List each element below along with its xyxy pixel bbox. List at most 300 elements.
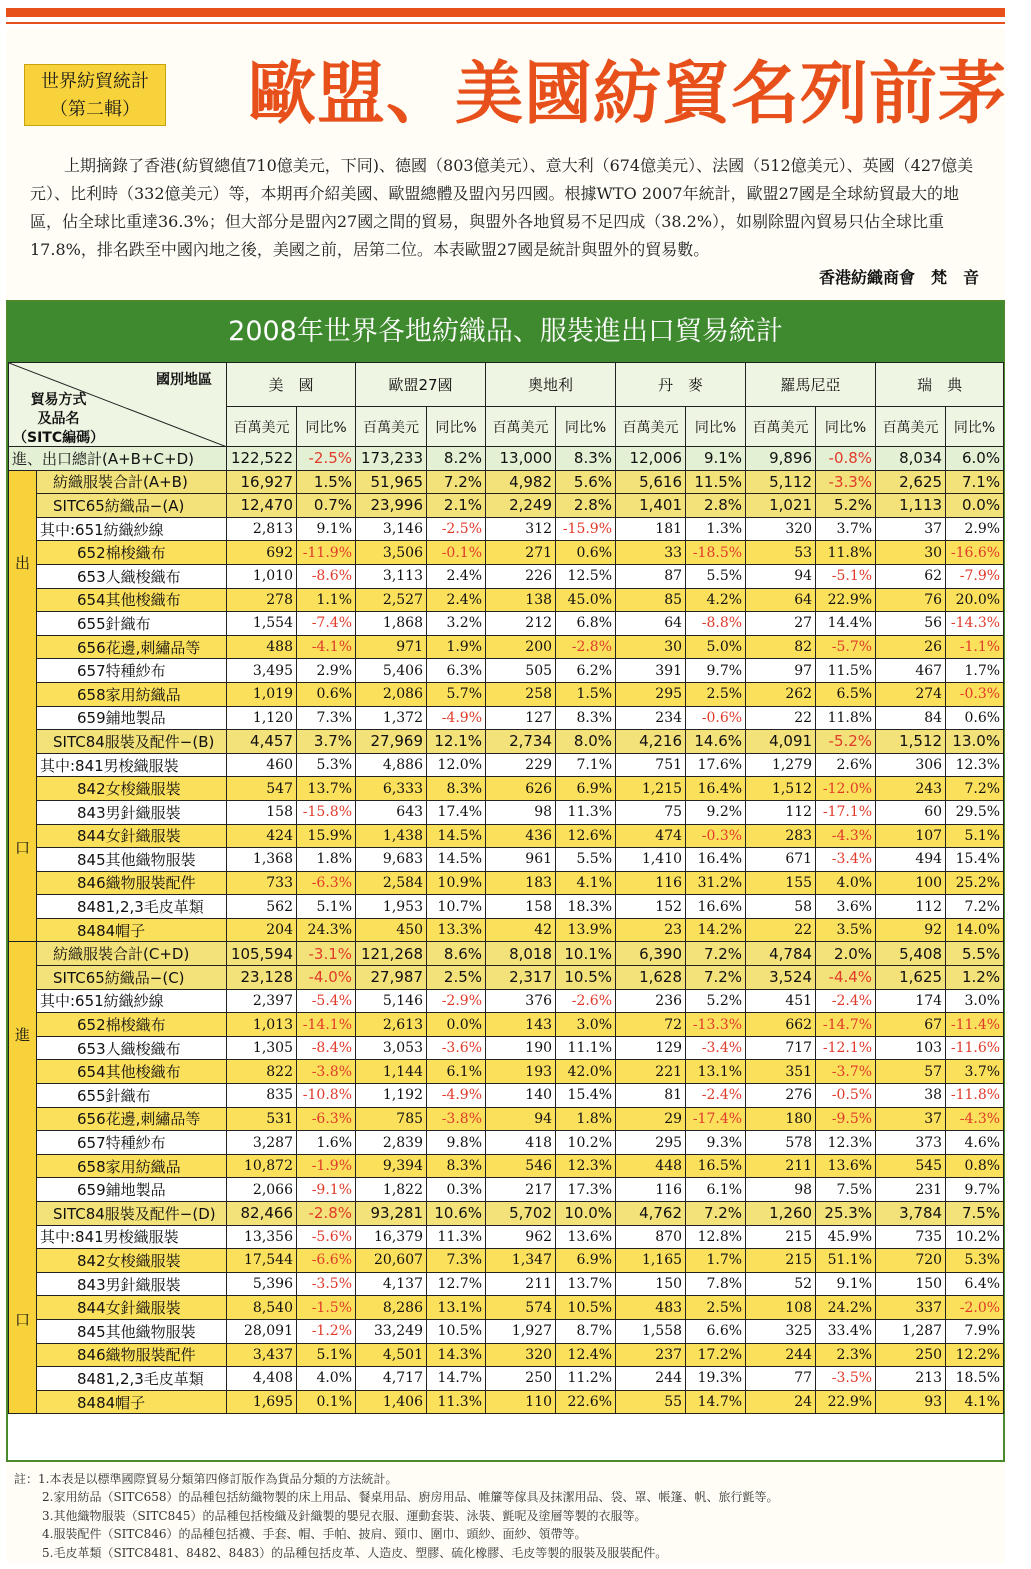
unit-header-change: 同比% <box>297 407 356 447</box>
change-cell: 8.6% <box>427 942 486 966</box>
value-cell: 376 <box>486 989 556 1013</box>
value-cell: 183 <box>486 871 556 895</box>
value-cell: 337 <box>876 1296 946 1320</box>
change-cell: 5.5% <box>946 942 1004 966</box>
change-cell: -12.1% <box>816 1036 876 1060</box>
value-cell: 12,006 <box>616 447 686 471</box>
value-cell: 92 <box>876 918 946 942</box>
value-cell: 488 <box>227 635 297 659</box>
value-cell: 37 <box>876 1107 946 1131</box>
change-cell: 10.1% <box>556 942 616 966</box>
change-cell: -2.4% <box>816 989 876 1013</box>
change-cell: 31.2% <box>686 871 746 895</box>
value-cell: 574 <box>486 1296 556 1320</box>
value-cell: 717 <box>746 1036 816 1060</box>
value-cell: 62 <box>876 564 946 588</box>
change-cell: 19.3% <box>686 1367 746 1391</box>
value-cell: 56 <box>876 612 946 636</box>
change-cell: -7.9% <box>946 564 1004 588</box>
change-cell: -2.4% <box>686 1084 746 1108</box>
value-cell: 391 <box>616 659 686 683</box>
change-cell: -0.6% <box>686 706 746 730</box>
change-cell: 8.3% <box>427 1154 486 1178</box>
value-cell: 2,734 <box>486 730 556 754</box>
change-cell: 9.3% <box>686 1131 746 1155</box>
change-cell: -9.1% <box>297 1178 356 1202</box>
value-cell: 229 <box>486 753 556 777</box>
value-cell: 5,112 <box>746 470 816 494</box>
change-cell: 51.1% <box>816 1249 876 1273</box>
value-cell: 129 <box>616 1036 686 1060</box>
value-cell: 116 <box>616 871 686 895</box>
value-cell: 1,305 <box>227 1036 297 1060</box>
value-cell: 271 <box>486 541 556 565</box>
value-cell: 4,457 <box>227 730 297 754</box>
value-cell: 27,969 <box>356 730 427 754</box>
change-cell: 8.3% <box>556 706 616 730</box>
change-cell: 11.8% <box>816 706 876 730</box>
value-cell: 150 <box>876 1272 946 1296</box>
footnote: 3.其他織物服裝（SITC845）的品種包括梭織及針織製的嬰兒衣服、運動套裝、泳裝、氈呢及塗層等製的衣服等。 <box>42 1508 647 1523</box>
change-cell: -2.5% <box>297 447 356 471</box>
value-cell: 2,317 <box>486 966 556 990</box>
change-cell: -4.0% <box>297 966 356 990</box>
change-cell: 2.4% <box>427 588 486 612</box>
value-cell: 4,717 <box>356 1367 427 1391</box>
page-title: 歐盟、美國紡貿名列前茅 <box>248 55 1008 134</box>
change-cell: 10.2% <box>946 1225 1004 1249</box>
value-cell: 250 <box>486 1367 556 1391</box>
change-cell: 14.4% <box>816 612 876 636</box>
value-cell: 84 <box>876 706 946 730</box>
value-cell: 3,784 <box>876 1202 946 1226</box>
row-label: 655針織布 <box>37 612 227 636</box>
value-cell: 1,120 <box>227 706 297 730</box>
change-cell: 22.9% <box>816 588 876 612</box>
change-cell: -2.8% <box>297 1202 356 1226</box>
unit-header-value: 百萬美元 <box>616 407 686 447</box>
value-cell: 33 <box>616 541 686 565</box>
value-cell: 4,501 <box>356 1343 427 1367</box>
value-cell: 1,406 <box>356 1390 427 1414</box>
change-cell: 0.8% <box>946 1154 1004 1178</box>
change-cell: -4.9% <box>427 1084 486 1108</box>
change-cell: 6.1% <box>686 1178 746 1202</box>
value-cell: 53 <box>746 541 816 565</box>
value-cell: 152 <box>616 895 686 919</box>
change-cell: 4.0% <box>297 1367 356 1391</box>
table-row <box>9 1154 1004 1178</box>
value-cell: 138 <box>486 588 556 612</box>
value-cell: 211 <box>746 1154 816 1178</box>
value-cell: 6,333 <box>356 777 427 801</box>
change-cell: 1.9% <box>427 635 486 659</box>
change-cell: 11.3% <box>427 1225 486 1249</box>
value-cell: 5,408 <box>876 942 946 966</box>
value-cell: 158 <box>486 895 556 919</box>
value-cell: 22 <box>746 918 816 942</box>
value-cell: 460 <box>227 753 297 777</box>
value-cell: 67 <box>876 1013 946 1037</box>
value-cell: 180 <box>746 1107 816 1131</box>
value-cell: 2,086 <box>356 682 427 706</box>
country-header-sweden: 瑞 典 <box>876 363 1004 407</box>
table-row <box>9 1296 1004 1320</box>
value-cell: 22 <box>746 706 816 730</box>
row-label: 653人織梭織布 <box>37 564 227 588</box>
row-label: SITC65紡織品−(A) <box>37 494 227 518</box>
value-cell: 1,113 <box>876 494 946 518</box>
value-cell: 12,470 <box>227 494 297 518</box>
table-row <box>9 1013 1004 1037</box>
value-cell: 231 <box>876 1178 946 1202</box>
change-cell: -15.9% <box>556 517 616 541</box>
change-cell: -3.8% <box>427 1107 486 1131</box>
value-cell: 110 <box>486 1390 556 1414</box>
change-cell: 13.1% <box>686 1060 746 1084</box>
value-cell: 451 <box>746 989 816 1013</box>
table-row <box>9 895 1004 919</box>
change-cell: 14.2% <box>686 918 746 942</box>
change-cell: 12.6% <box>556 824 616 848</box>
change-cell: -14.3% <box>946 612 1004 636</box>
change-cell: 1.5% <box>556 682 616 706</box>
value-cell: 1,438 <box>356 824 427 848</box>
change-cell: -4.3% <box>816 824 876 848</box>
row-label: 紡織服裝合計(C+D) <box>37 942 227 966</box>
value-cell: 276 <box>746 1084 816 1108</box>
corner-region-label: 國別地區 <box>156 372 212 388</box>
change-cell: 9.7% <box>946 1178 1004 1202</box>
change-cell: 12.0% <box>427 753 486 777</box>
value-cell: 1,215 <box>616 777 686 801</box>
change-cell: 11.3% <box>427 1390 486 1414</box>
country-header-denmark: 丹 麥 <box>616 363 746 407</box>
row-label: 654其他梭織布 <box>37 1060 227 1084</box>
change-cell: -14.1% <box>297 1013 356 1037</box>
change-cell: 8.7% <box>556 1319 616 1343</box>
value-cell: 312 <box>486 517 556 541</box>
change-cell: 3.6% <box>816 895 876 919</box>
change-cell: 13.6% <box>556 1225 616 1249</box>
change-cell: 25.2% <box>946 871 1004 895</box>
change-cell: -3.4% <box>686 1036 746 1060</box>
change-cell: 4.6% <box>946 1131 1004 1155</box>
footnotes <box>14 1470 1004 1562</box>
value-cell: 283 <box>746 824 816 848</box>
country-header-austria: 奧地利 <box>486 363 616 407</box>
table-row <box>9 1367 1004 1391</box>
change-cell: 5.0% <box>686 635 746 659</box>
change-cell: -6.3% <box>297 871 356 895</box>
series-badge <box>24 64 166 126</box>
change-cell: 15.4% <box>556 1084 616 1108</box>
value-cell: 1,279 <box>746 753 816 777</box>
value-cell: 72 <box>616 1013 686 1037</box>
change-cell: 3.0% <box>946 989 1004 1013</box>
value-cell: 244 <box>616 1367 686 1391</box>
table-row <box>9 1036 1004 1060</box>
value-cell: 81 <box>616 1084 686 1108</box>
value-cell: 217 <box>486 1178 556 1202</box>
value-cell: 193 <box>486 1060 556 1084</box>
change-cell: -6.3% <box>297 1107 356 1131</box>
change-cell: 7.9% <box>946 1319 1004 1343</box>
change-cell: 2.4% <box>427 564 486 588</box>
change-cell: 1.1% <box>297 588 356 612</box>
value-cell: 3,287 <box>227 1131 297 1155</box>
value-cell: 158 <box>227 800 297 824</box>
value-cell: 1,554 <box>227 612 297 636</box>
table-body <box>9 447 1004 1414</box>
value-cell: 2,625 <box>876 470 946 494</box>
change-cell: 5.2% <box>686 989 746 1013</box>
change-cell: 2.9% <box>946 517 1004 541</box>
table-row <box>9 1272 1004 1296</box>
change-cell: 1.6% <box>297 1131 356 1155</box>
value-cell: 1,628 <box>616 966 686 990</box>
change-cell: 17.2% <box>686 1343 746 1367</box>
row-label: 8481,2,3毛皮革類 <box>37 895 227 919</box>
value-cell: 4,982 <box>486 470 556 494</box>
change-cell: -12.0% <box>816 777 876 801</box>
value-cell: 643 <box>356 800 427 824</box>
unit-header-value: 百萬美元 <box>746 407 816 447</box>
value-cell: 505 <box>486 659 556 683</box>
value-cell: 1,192 <box>356 1084 427 1108</box>
value-cell: 1,372 <box>356 706 427 730</box>
value-cell: 531 <box>227 1107 297 1131</box>
row-label: 655針織布 <box>37 1084 227 1108</box>
change-cell: -1.5% <box>297 1296 356 1320</box>
change-cell: 7.2% <box>946 777 1004 801</box>
change-cell: -18.5% <box>686 541 746 565</box>
change-cell: 11.5% <box>816 659 876 683</box>
unit-header-change: 同比% <box>686 407 746 447</box>
value-cell: 155 <box>746 871 816 895</box>
value-cell: 215 <box>746 1225 816 1249</box>
change-cell: 11.1% <box>556 1036 616 1060</box>
change-cell: 2.6% <box>816 753 876 777</box>
value-cell: 1,019 <box>227 682 297 706</box>
change-cell: -17.4% <box>686 1107 746 1131</box>
table-row <box>9 1319 1004 1343</box>
change-cell: 2.1% <box>427 494 486 518</box>
row-label: 656花邊,刺繡品等 <box>37 635 227 659</box>
value-cell: 8,540 <box>227 1296 297 1320</box>
table-row <box>9 848 1004 872</box>
table-row <box>9 1343 1004 1367</box>
change-cell: 2.5% <box>686 1296 746 1320</box>
table-row <box>9 942 1004 966</box>
row-label: 845其他織物服裝 <box>37 1319 227 1343</box>
change-cell: -8.8% <box>686 612 746 636</box>
table-row <box>9 706 1004 730</box>
value-cell: 237 <box>616 1343 686 1367</box>
change-cell: -4.9% <box>427 706 486 730</box>
value-cell: 1,868 <box>356 612 427 636</box>
value-cell: 835 <box>227 1084 297 1108</box>
value-cell: 8,018 <box>486 942 556 966</box>
change-cell: 5.7% <box>427 682 486 706</box>
value-cell: 27,987 <box>356 966 427 990</box>
row-label: 654其他梭織布 <box>37 588 227 612</box>
change-cell: 10.6% <box>427 1202 486 1226</box>
row-label: 842女梭織服裝 <box>37 1249 227 1273</box>
change-cell: 6.8% <box>556 612 616 636</box>
change-cell: -8.6% <box>297 564 356 588</box>
value-cell: 474 <box>616 824 686 848</box>
change-cell: 0.3% <box>427 1178 486 1202</box>
change-cell: -13.3% <box>686 1013 746 1037</box>
change-cell: 29.5% <box>946 800 1004 824</box>
change-cell: 10.5% <box>556 1296 616 1320</box>
change-cell: 7.1% <box>946 470 1004 494</box>
unit-header-value: 百萬美元 <box>356 407 427 447</box>
value-cell: 77 <box>746 1367 816 1391</box>
table-row <box>9 730 1004 754</box>
unit-header-change: 同比% <box>556 407 616 447</box>
intro-paragraph: 上期摘錄了香港(紡貿總值710億美元，下同)、德國（803億美元）、意大利（674億美元）、法國（512億美元）、英國（427億美元）、比利時（332億美元）等，本期再介紹美國、歐盟總體及盟內另四國。根據WTO 2007年統計，歐盟27國是全球紡貿最大的地區，佔全球比重達36.3%；但大部分是盟內27國之間的貿易，與盟外各地貿易不足四成（38.2%），如剔除盟內貿易只佔全球比重17.8%，排名跌至中國內地之後，美國之前，居第二位。本表歐盟27國是統計與盟外的貿易數。 <box>30 156 974 259</box>
value-cell: 3,113 <box>356 564 427 588</box>
row-label: 659鋪地製品 <box>37 706 227 730</box>
value-cell: 17,544 <box>227 1249 297 1273</box>
value-cell: 215 <box>746 1249 816 1273</box>
change-cell: -3.8% <box>297 1060 356 1084</box>
top-rule-thin <box>6 22 1005 24</box>
change-cell: 16.5% <box>686 1154 746 1178</box>
table-row <box>9 494 1004 518</box>
table-row <box>9 800 1004 824</box>
change-cell: 3.7% <box>297 730 356 754</box>
change-cell: 17.3% <box>556 1178 616 1202</box>
change-cell: -16.6% <box>946 541 1004 565</box>
change-cell: -15.8% <box>297 800 356 824</box>
change-cell: 7.2% <box>427 470 486 494</box>
value-cell: 94 <box>486 1107 556 1131</box>
value-cell: 28,091 <box>227 1319 297 1343</box>
unit-header-value: 百萬美元 <box>227 407 297 447</box>
change-cell: 10.5% <box>556 966 616 990</box>
change-cell: 14.6% <box>686 730 746 754</box>
change-cell: 17.6% <box>686 753 746 777</box>
value-cell: 93,281 <box>356 1202 427 1226</box>
row-label: 其中:651紡織紗線 <box>37 517 227 541</box>
value-cell: 140 <box>486 1084 556 1108</box>
change-cell: 5.5% <box>556 848 616 872</box>
value-cell: 100 <box>876 871 946 895</box>
change-cell: 7.2% <box>686 942 746 966</box>
change-cell: 5.3% <box>946 1249 1004 1273</box>
change-cell: -5.4% <box>297 989 356 1013</box>
change-cell: 14.0% <box>946 918 1004 942</box>
value-cell: 1,368 <box>227 848 297 872</box>
value-cell: 5,396 <box>227 1272 297 1296</box>
value-cell: 418 <box>486 1131 556 1155</box>
change-cell: 2.0% <box>816 942 876 966</box>
value-cell: 467 <box>876 659 946 683</box>
value-cell: 5,702 <box>486 1202 556 1226</box>
change-cell: 13.6% <box>816 1154 876 1178</box>
change-cell: 12.1% <box>427 730 486 754</box>
value-cell: 103 <box>876 1036 946 1060</box>
value-cell: 3,524 <box>746 966 816 990</box>
change-cell: 5.1% <box>946 824 1004 848</box>
change-cell: 9.1% <box>686 447 746 471</box>
value-cell: 94 <box>746 564 816 588</box>
change-cell: 42.0% <box>556 1060 616 1084</box>
row-label: 其中:651紡織紗線 <box>37 989 227 1013</box>
change-cell: 6.5% <box>816 682 876 706</box>
value-cell: 173,233 <box>356 447 427 471</box>
change-cell: 15.9% <box>297 824 356 848</box>
row-label: 653人織梭織布 <box>37 1036 227 1060</box>
value-cell: 3,146 <box>356 517 427 541</box>
change-cell: 11.2% <box>556 1367 616 1391</box>
value-cell: 13,356 <box>227 1225 297 1249</box>
value-cell: 57 <box>876 1060 946 1084</box>
change-cell: -7.4% <box>297 612 356 636</box>
value-cell: 121,268 <box>356 942 427 966</box>
value-cell: 578 <box>746 1131 816 1155</box>
change-cell: -1.9% <box>297 1154 356 1178</box>
value-cell: 662 <box>746 1013 816 1037</box>
change-cell: 12.8% <box>686 1225 746 1249</box>
value-cell: 13,000 <box>486 447 556 471</box>
value-cell: 1,512 <box>876 730 946 754</box>
change-cell: 8.3% <box>556 447 616 471</box>
change-cell: 0.6% <box>946 706 1004 730</box>
export-section-label <box>9 470 37 942</box>
change-cell: 9.1% <box>297 517 356 541</box>
row-label: 其中:841男梭織服裝 <box>37 1225 227 1249</box>
value-cell: 87 <box>616 564 686 588</box>
value-cell: 42 <box>486 918 556 942</box>
change-cell: 10.2% <box>556 1131 616 1155</box>
change-cell: 12.3% <box>816 1131 876 1155</box>
change-cell: 7.5% <box>816 1178 876 1202</box>
table-row <box>9 777 1004 801</box>
value-cell: 1,927 <box>486 1319 556 1343</box>
value-cell: 181 <box>616 517 686 541</box>
value-cell: 82 <box>746 635 816 659</box>
value-cell: 51,965 <box>356 470 427 494</box>
row-label: 844女針織服裝 <box>37 824 227 848</box>
series-name: 世界紡貿統計 <box>41 71 149 92</box>
change-cell: 8.2% <box>427 447 486 471</box>
value-cell: 55 <box>616 1390 686 1414</box>
value-cell: 1,165 <box>616 1249 686 1273</box>
table-row <box>9 612 1004 636</box>
value-cell: 244 <box>746 1343 816 1367</box>
change-cell: -3.4% <box>816 848 876 872</box>
footnote: 註：1.本表是以標準國際貿易分類第四修訂版作為貨品分類的方法統計。 <box>14 1472 398 1486</box>
change-cell: 7.8% <box>686 1272 746 1296</box>
change-cell: 2.3% <box>816 1343 876 1367</box>
change-cell: -0.5% <box>816 1084 876 1108</box>
value-cell: 211 <box>486 1272 556 1296</box>
value-cell: 4,091 <box>746 730 816 754</box>
change-cell: 9.2% <box>686 800 746 824</box>
change-cell: 0.0% <box>946 494 1004 518</box>
value-cell: 547 <box>227 777 297 801</box>
value-cell: 822 <box>227 1060 297 1084</box>
value-cell: 143 <box>486 1013 556 1037</box>
row-label: 8481,2,3毛皮革類 <box>37 1367 227 1391</box>
value-cell: 3,053 <box>356 1036 427 1060</box>
value-cell: 1,260 <box>746 1202 816 1226</box>
value-cell: 1,347 <box>486 1249 556 1273</box>
